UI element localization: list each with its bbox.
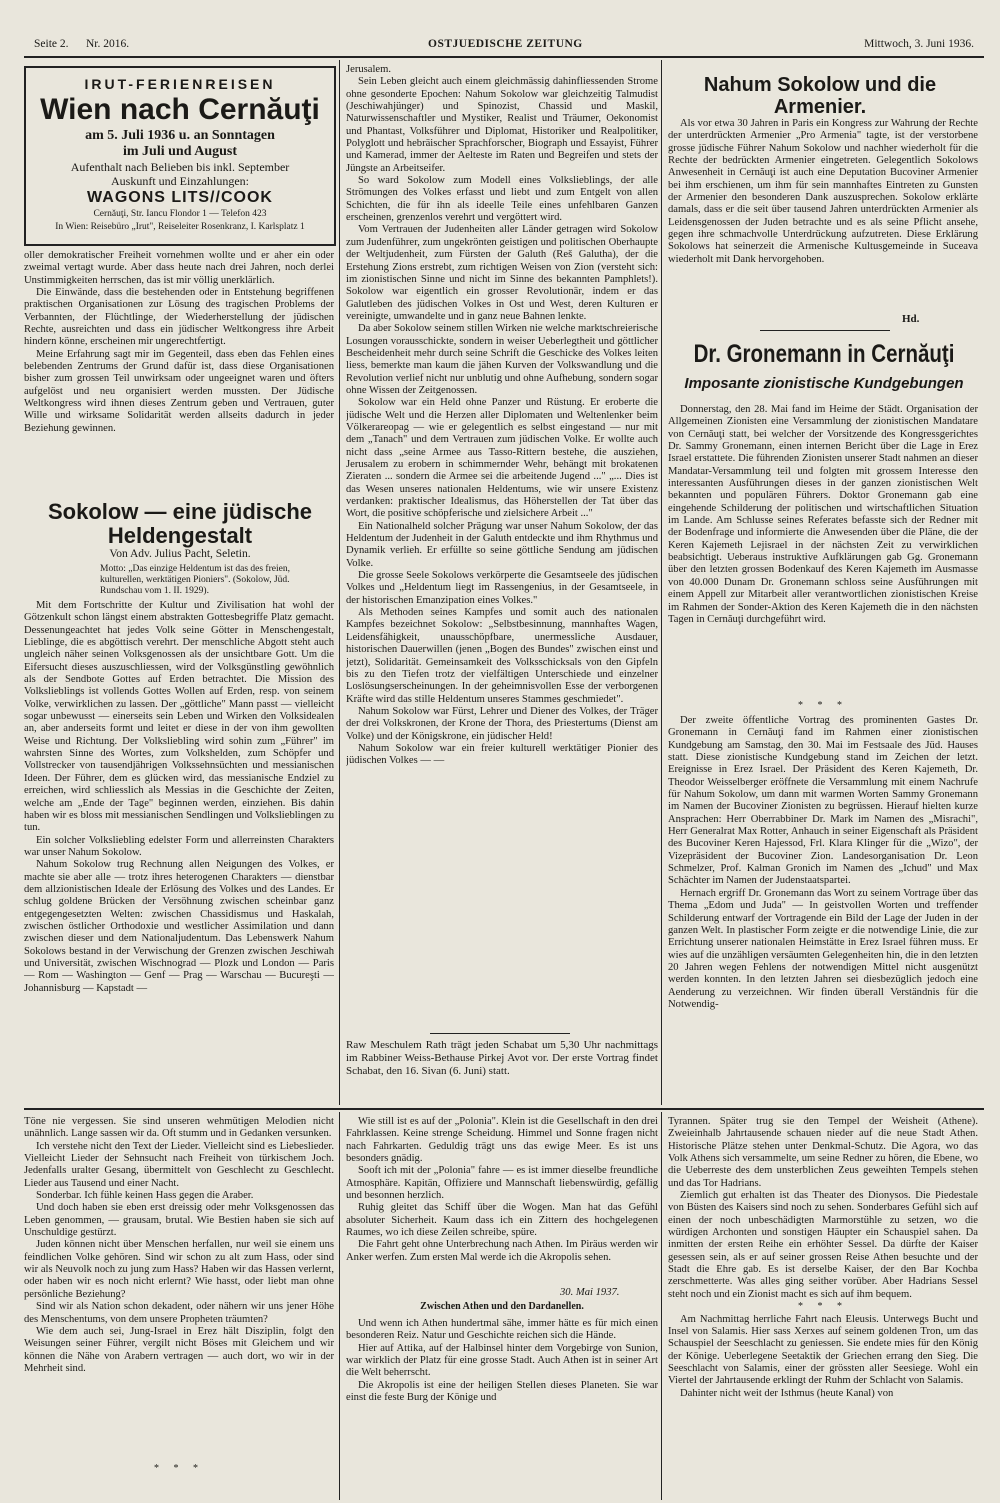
- paragraph: Am Nachmittag herrliche Fahrt nach Eleusis. Unterwegs Bucht und Insel von Salamis. Hier sass Xerxes auf seinem goldenen Tron, um das Schauspiel der Seeschlacht zu geniessen. Sie endete mies für den König der Könige. Ueberlegene Seetaktik der Griechen errang den Sieg. Die Seeschlacht von Salamis, einer der grössten aller Seesiege. Wohl ein Viertel der Jahrtausende erklingt der Ruhm der Schlacht von Salamis.: [668, 1313, 978, 1387]
- paragraph: Sind wir als Nation schon dekadent, oder nähern wir uns jener Höhe des Menschentums, von dem unsere Propheten träumten?: [24, 1301, 334, 1325]
- ad-stay: Aufenthalt nach Belieben bis inkl. September: [70, 160, 290, 174]
- paragraph: Sooft ich mit der „Polonia" fahre — es ist immer dieselbe freundliche Atmosphäre. Kapitän, Offiziere und Mannschaft liebenswürdig, gefällig und besonnen herzlich.: [346, 1165, 658, 1202]
- paragraph: Der zweite öffentliche Vortrag des prominenten Gastes Dr. Gronemann in Cernăuţi fand im Rahmen einer zionistischen Kundgebung am Samstag, den 30. Mai im Festsaale des Jüd. Hauses statt. Diese zionistische Kundgebung stand im Zeichen der letzt. Ereignisse in Erez Israel. Der Präsident des Keren Kajemeth, Dr. Theodor Weisselberger eröffnete die Versammlung mit einem Nachrufe für Nahum Sokolow, um dann mit warmen Worten Sammy Gronemann im Namen der Bucoviner Zionisten zu begrüssen. Hierauf hielten kurze Ansprachen: Herr Oberrabbiner Dr. Mark im Namen des „Misrachi", Herr Generalrat Max Rotter, Anhauch in seiner Eigenschaft als Präsident des Bucoviner Keren Hajessod, Frl. Klara Klinger für die „Wizo", der Vizepräsident der Bucoviner Zion. Landesorganisation Dr. Leon Schmelzer, Prof. Kalman Gronich im Namen des „Ichud" und Max Schächter im Namen der Judenstaatspartei.: [668, 715, 978, 887]
- paragraph: Dahinter nicht weit der Isthmus (heute Kanal) von: [680, 1387, 894, 1399]
- ad-months: im Juli und August: [123, 144, 237, 159]
- paragraph: Mit dem Fortschritte der Kultur und Zivilisation hat wohl der Götzenkult schon längst einem abstrakten Gottesbegriffe Platz gemacht. Dessenungeachtet hat jedes Volk seine Götter in Menschengestalt, Lieblinge, die es abgöttisch verehrt. Der menschliche Abgott steht auch ungleich näher seinen Volksgenossen als der unsichtbare Gott. Um die Eifersucht dieses auszuschliessen, wird der Volksgünstling gewöhnlich als der Sendbote Gottes auf Erden betrachtet. Die Mission des Volkslieblings ist vollends Gottes Wollen auf Erden, resp. von seinem Volke, verwirklichen zu lassen. Der „göttliche" Mann passt — vielleicht sogar unbewusst — einerseits sein Leben und Wirken den Volksidealen an, aber anderseits formt und leitet er diese in der von ihm gewollten Weise und Richtung. Der Volksliebling wird sohin zum „Führer" im wahrsten Sinne des Wortes, zum Volkshelden, zum Schöpfer und Vollstrecker von tausendjährigen Volkssehnsüchten und messianischen Ideen. Der Führer, dem es glücken wird, das messianische Endziel zu erreichen, wird schliesslich als Messias in die Geschichte der Zeiten, welche am „Ende der Tage" beginnen werden, einziehen. Bis dahin haben wir es bloss mit messianischen Sendlingen und Volkslieblingen zu tun.: [24, 600, 334, 834]
- ad-info: Auskunft und Einzahlungen:: [111, 174, 249, 188]
- paragraph: Juden können nicht über Menschen herfallen, nur weil sie einem uns feindlichen Volke gehören. Sind wir schon zu alt zum Hass, oder sind wir als Neuvolk noch zu jung zum Hass? Haben wir das Hassen verlernt, oder haben wir es noch nicht erlernt? Wie hasst, oder liebt man ohne persönliche Beziehung?: [24, 1239, 334, 1300]
- paragraph: Die grosse Seele Sokolows verkörperte die Gesamtseele des jüdischen Volkes und „Heldentum liegt im Rassengenius, in der Gesamtseele, in der historischen Emanzipation eines Volkes.": [346, 570, 658, 606]
- travel-column-1: [24, 1116, 334, 1461]
- column-rule-1: [339, 60, 340, 1105]
- armenier-signature: Hd.: [902, 313, 920, 325]
- paragraph: Töne nie vergessen. Sie sind unseren wehmütigen Melodien nicht unähnlich. Lange sassen wir da. Oft stumm und in Gedanken versunken.: [24, 1116, 334, 1140]
- paragraph: Ruhig gleitet das Schiff über die Wogen. Man hat das Gefühl absoluter Sicherheit. Kaum dass ich ein Zittern des hochgelegenen Raumes, wo ich diese Zeilen schreibe, spüre.: [346, 1202, 658, 1239]
- ad-address: Cernăuţi, Str. Iancu Flondor 1 — Telefon 423: [93, 209, 267, 219]
- column-rule-4: [661, 1112, 662, 1500]
- gronemann-subheadline: Imposante zionistische Kundgebungen: [684, 375, 964, 392]
- paragraph: Ein Nationalheld solcher Prägung war unser Nahum Sokolow, der das Heldentum der Judenheit in der Galuth entdeckte und ihm Rhythmus und Dynamik verlieh. Er erfüllte so seine göttliche Sendung am jüdischen Volke.: [346, 520, 658, 569]
- paragraph: Donnerstag, den 28. Mai fand im Heime der Städt. Organisation der Allgemeinen Zionisten eine Versammlung der zionistischen Mandatare von Cernăuţi statt, bei welcher der Vorsitzende des Kongressgerichtes Dr. Sammy Gronemann, einen internen Bericht über die Lage in Erez Israel erstattete. Die führenden Zionisten unserer Stadt nahmen an dieser Mandatar-Versammlung teil und folgten mit grossem Interesse den interessanten Ausführungen dieses in der ganzen zionistischen Welt bekannten und populären Führers. Doktor Gronemann gab eine eingehende Schilderung der politischen und wirtschaftlichen Situation im Lande. Am Schlusse seines Referates befasste sich der Redner mit der Bodenfrage und informierte die Anwesenden über die Pläne, die der Keren Kajemeth Lejisrael in der nächsten Zeit zu verwirklichen beabsichtigt. Ueberaus instruktive Aufklärungen gab Gg. Gronemann über den letzten grossen Bodenkauf des Keren Kajemeth im Ausmasse von 40.000 Dunam Dr. Gronemann schloss seine Ausführungen mit einem Appell zur Mitarbeit aller verantwortlichen zionistischen Kreise im Rahmen der Sonder-Aktion des Keren Kajemeth die in den nächsten Tagen in Cernăuţi durchgeführt wird.: [668, 404, 978, 625]
- paragraph: Die Akropolis ist eine der heiligen Stellen dieses Planeten. Sie war einst die feste Burg der Könige und: [346, 1379, 658, 1404]
- travel-column-2a: [346, 1116, 658, 1284]
- sokolow-column-1: [24, 600, 334, 1100]
- armenier-headline: Nahum Sokolow und die Armenier.: [703, 74, 937, 118]
- paragraph: Hernach ergriff Dr. Gronemann das Wort zu seinem Vortrage über das Thema „Edom und Juda" — In geistvollen Worten und treffender Schilderung entwarf der Vortragende ein Bild der Lage der Juden in der ganzen Welt. In plastischer Form zeigte er die notwendige Linie, die zur Errichtung unserer nationalen Heimstätte in Erez Israel führen muss. Er wies auf die unzähligen versäumten Gelegenheiten hin, die in den letzten 20 Jahren wegen Fehlens der notwendigen Mittel nicht ausgenützt werden konnten. In den letzten Jahren sei diesbezüglich jedoch eine Aenderung zu verzeichnen. Wir finden überall Verständnis für die Notwendig-: [668, 887, 978, 1010]
- paragraph: oller demokratischer Freiheit vornehmen wollte und er aher ein oder zweimal vertagt wurde. Aber dass heute nach drei Jahren, noch derlei Unstimmigkeiten herrschen, das ist mir völlig unerklärlich.: [24, 250, 334, 286]
- sokolow-column-2: [346, 64, 658, 1034]
- section-rule: [24, 1108, 984, 1110]
- paragraph: Und doch haben sie eben erst dreissig oder mehr Volksgenossen das Leben genommen, — grausam, brutal. Wie Bestien haben sie sich auf Unschuldige gestürzt.: [24, 1202, 334, 1239]
- separator-stars: * * *: [798, 700, 848, 711]
- paragraph: Hier auf Attika, auf der Halbinsel hinter dem Vorgebirge von Sunion, war wirklich der Platz für eine grosse Stadt. Auch Athen ist in seiner Art die Welt beherrscht.: [346, 1342, 658, 1379]
- sokolow-headline: Sokolow — eine jüdische Heldengestalt: [47, 499, 313, 548]
- paragraph: Als Methoden seines Kampfes und somit auch des nationalen Kampfes bezeichnet Sokolow: „Selbstbesinnung, mannhaftes Wagen, Leidensfähigkeit, unausschöpfbare, unermessliche Ausdauer, historischen Dauerwillen (jenen „Bogen des Bundes" zwischen einst und jetzt), Solidarität. Gemeinsamkeit des Volksschicksals von den Gipfeln bis zu den Tiefen trotz der vielfältigen Unterschiede und einzelner Loslösungserscheinungen. In der geheimnisvollen Esse der verborgenen Kräfte wird das stille Heldentum unseres Stammes geschmiedet".: [346, 607, 658, 705]
- placeline: Zwischen Athen und den Dardanellen.: [420, 1301, 584, 1312]
- paragraph: Vom Vertrauen der Judenheiten aller Länder getragen wird Sokolow zum Judenführer, zum ungekrönten geistigen und politischen Oberhaupte der Weltjudenheit, zum Fürsten der Galuth (Reš Galutha), der die Erstehung Zions erstrebt, zum richtigen Weisen von Zion (versteht sich: im zionistischen Sinne und nicht im Sinne des bekannten Pamphlets!). Sokolow war eigentlich ein grosser Revolutionär, indem er das Galutleben des jüdischen Volkes in Ost und West, deren Kulturen er vereinigte, umwandelte und in ganz neue Bahnen lenkte.: [346, 224, 658, 322]
- sokolow-byline: Von Adv. Julius Pacht, Seletin.: [109, 548, 251, 560]
- gronemann-article-1: [668, 404, 978, 694]
- paragraph: Als vor etwa 30 Jahren in Paris ein Kongress zur Wahrung der Rechte der unterdrückten Armenier „Pro Armenia" tagte, ist der verstorbene grosse jüdische Führer Nahum Sokolow und nachher wiederholt für die Rechte der bedrückten Armenier eingetreten. Gelegentlich Sokolows Anwesenheit in Cernăuţi ist auch eine Deputation Bucoviner Armenier bei ihm erschienen, um ihm für sein mannhaftes Eintreten zu Gunsten der Armenier den besonderen Dank auszusprechen. Sokolow erklärte damals, dass er die seit über tausend Jahren unterdrückten Armenier als Leidensgenossen der Juden betrachte und es als seine Pflicht ansehe, gegen ihre schmachvolle Unterdrückung aufzutreten. Diese Erklärung Sokolows hat seinerzeit die Armenische Kultusgemeinde in Suceava wiederholt mit Dank hervorgehoben.: [668, 118, 978, 265]
- column-rule-3: [339, 1112, 340, 1500]
- paragraph: Meine Erfahrung sagt mir im Gegenteil, dass eben das Fehlen eines belebenden Zentrums der Grund dafür ist, dass diese Organisationen bisher zum grossen Teil unwirksam oder ungeeignet waren und öfters aufgelöst und neu organisiert werden mussten. Der Jüdische Weltkongress wird ihnen dieses Zentrum geben und Vertrauen, guter Wille und wirksame Solidarität werden allseits dadurch in jeder Beziehung gewinnen.: [24, 348, 334, 434]
- travel-column-3: [668, 1116, 978, 1501]
- paragraph: Nahum Sokolow war ein freier kulturell werktätiger Pionier des jüdischen Volkes — —: [346, 742, 658, 767]
- paragraph: Ich verstehe nicht den Text der Lieder. Vielleicht sind es Liebeslieder. Vielleicht Lieder der Sehnsucht nach Freiheit von türkischem Joch. Jedenfalls uralter Gesang, übermittelt von Geschlecht zu Geschlecht. Lieder aus Tausend und einer Nacht.: [24, 1140, 334, 1189]
- paragraph: Und wenn ich Athen hundertmal sähe, immer hätte es für mich einen besonderen Reiz. Natur und Geschichte reichen sich die Hände.: [346, 1318, 658, 1342]
- gronemann-article-2: [668, 715, 978, 1095]
- travel-advertisement: [24, 66, 336, 246]
- dateline: 30. Mai 1937.: [560, 1287, 620, 1298]
- column-rule-2: [661, 60, 662, 1105]
- ad-dates: am 5. Juli 1936 u. an Sonntagen: [85, 128, 275, 143]
- paragraph: Tyrannen. Später trug sie den Tempel der Weisheit (Athene). Zweieinhalb Jahrtausende schauen nieder auf die neue Stadt Athen. Historische Plätze stehen unter Denkmal-Schutz. Die Agora, wo das Volk Athens sich versammelte, um seine Redner zu hören, die Ebene, wo die Ueberreste des dem unsterblichen Zeus geweihten Tempels stehen und das Tor Hadrians.: [668, 1116, 978, 1189]
- armenier-article: [668, 118, 978, 314]
- paragraph: Die Fahrt geht ohne Unterbrechung nach Athen. Im Piräus werden wir Anker werfen. Zum ersten Mal werde ich die Akropolis sehen.: [346, 1239, 658, 1263]
- travel-column-2b: [346, 1318, 658, 1498]
- paragraph: Wie still ist es auf der „Polonia". Klein ist die Gesellschaft in den drei Fahrklassen. Keine strenge Scheidung. Himmel und Sonne fragen nicht nach Fahrkarten. Geduldig trägt uns das ewige Meer. Es ist uns besonders gnädig.: [346, 1116, 658, 1165]
- paper-title: OSTJUEDISCHE ZEITUNG: [428, 38, 583, 50]
- ad-agency: WAGONS LITS//COOK: [87, 189, 273, 206]
- paragraph: Da aber Sokolow seinem stillen Wirken nie welche marktschreierische Losungen vorausschickte, sondern in weiser Ueberlegtheit und göttlicher Bescheidenheit mehr durch seine Schrift die Geschicke des Volkes leiten liess, bemerkte man kaum die jähen Kurven der Volkswandlung und die Revolution verlief nicht nur unblutig und ohne Aufhebung, sondern sogar ohne Wissen der Zeitgenossen.: [346, 323, 658, 396]
- ad-title: IRUT-FERIENREISEN: [84, 76, 276, 92]
- article-rule: [760, 330, 890, 331]
- paragraph: Sein Leben gleicht auch einem gleichmässig dahinfliessenden Strome ohne gesonderte Epochen: Nahum Sokolow war gleichzeitig Talmudist (Jeschiwahjünger) und Spinozist, Chassid und Maskil, Naturwissenschaftler und Mystiker, Realist und Träumer, Oekonomist und Phantast, Volksführer und Diplomat, Historiker und Realpolitiker, Polyglott und hebräischer Sprachforscher, Biograph und Essayist, Führer und Kamerad, immer der Aelteste im Raten und Begreifen und stets der Jüngste an Arbeitseifer.: [346, 76, 658, 174]
- paragraph: Ein solcher Volksliebling edelster Form und allerreinsten Charakters war unser Nahum Sokolow.: [24, 834, 334, 858]
- paragraph: Nahum Sokolow trug Rechnung allen Neigungen des Volkes, er machte sie aber alle — trotz ihres heterogenen Charakters — dienstbar dem allzionistischen Ideale der Erlösung des Volkes und des Landes. Er schlug goldene Brücken der Versöhnung zwischen scheinbar ganz entgegengesetzten Welten: zwischen Chassidismus und Haskalah, zwischen östlicher Orthodoxie und westlicher Assimilation und dann zwischen dieser und dem Nationaljudentum. Das Lebenswerk Nahum Sokolows bestand in der Verwischung der Grenzen zwischen Jeschiwah und Universität, zwischen Wischnograd — Plozk und London — Paris — Rom — Washington — Genf — Prag — Warschau — Bucureşti — Johannisburg — Kapstadt —: [24, 859, 334, 994]
- kongress-continuation: [24, 250, 334, 486]
- masthead: [34, 38, 984, 54]
- raw-notice: Raw Meschulem Rath trägt jeden Schabat um 5,30 Uhr nachmittags im Rabbiner Weiss-Bethause Pirkej Avot vor. Der erste Vortrag findet Schabat, den 16. Sivan (6. Juni) statt.: [346, 1039, 658, 1077]
- issue-date: Mittwoch, 3. Juni 1936.: [864, 38, 974, 50]
- notice-rule: [430, 1033, 570, 1034]
- paragraph: Jerusalem.: [346, 64, 392, 75]
- issue-number: Nr. 2016.: [86, 38, 130, 50]
- paragraph: Sokolow war ein Held ohne Panzer und Rüstung. Er eroberte die jüdische Welt und die Herzen aller Diplomaten und Weltenlenker beim Völkerareopag — wie er gelegentlich es selbst eingestand — nur mit dem „Tanach" und dem Vertrauen zum jüdischen Volke. Er wollte auch nicht dass „seine Armee aus Tasso-Rittern bestehe, die ausziehen, Jerusalem zu erobern in schimmernder Wehr, behängt mit brokatenen Zieraten ... sondern die Armee sei die arbeitende Jugend ..." „... Dies ist das Wesen unseres nationalen Heldentums, wie wir unsere Existenz verdanken: praktischer Idealismus, das Höherstellen der Tat über das Wort, die positive schöpferische und zielsichere Arbeit ...": [346, 397, 658, 520]
- paragraph: Wie dem auch sei, Jung-Israel in Erez hält Disziplin, folgt den Weisungen seiner Führer, vergilt nicht Böses mit Gleichem und wir können die Nähe von Arabern vertragen — auch dort, wo wir in der Mehrheit sind.: [24, 1325, 334, 1374]
- separator-stars: * * *: [154, 1463, 204, 1474]
- page-number: Seite 2.: [34, 38, 69, 50]
- gronemann-headline: Dr. Gronemann in Cernăuţi: [693, 340, 955, 368]
- sokolow-motto: Motto: „Das einzige Heldentum ist das des freien, kulturellen, werktätigen Pioniers". (Sokolow, Jüd. Rundschau vom 1. II. 1929).: [100, 564, 290, 596]
- paragraph: Die Einwände, dass die bestehenden oder in Entstehung begriffenen praktischen Organisationen zur Lösung des tragischen Problems der Verbannten, der Flüchtlinge, der Wiederherstellung der jüdischen Rechte, ausreichten und dass ein jüdischer Weltkongress ihre Arbeit hindern könne, erscheinen mir ungerechtfertigt.: [24, 287, 334, 348]
- paragraph: So ward Sokolow zum Modell eines Volkslieblings, der alle Strömungen des Volkes erfasst und liebt und zum Entgelt von allen Schichten, die für ihn als ideelle Teile eines unfehlbaren Ganzen erscheinen, grenzenlos verehrt und vergöttert wird.: [346, 175, 658, 224]
- separator-stars: * * *: [798, 1301, 848, 1313]
- paragraph: Ziemlich gut erhalten ist das Theater des Dionysos. Die Piedestale von Büsten des Kaisers sind noch zu sehen. Sonderbares Gefühl sich auf einen der noch unbeschädigten Marmorstühle zu setzen, wo die würdigen Archonten und sonstigen Häupter ein Schauspiel sahen. Da inmitten der ersten Reihe ein erhöhter Sessel. Da dürfte der Kaiser gesessen sein, als er auf seiner grossen Reise Athen besuchte und der Stadt die Ehre gab. Es ist derselbe Kaiser, der den Bar Kochba zerschmetterte. Was alles ging seither vorüber. Aber Hadrians Sessel steht noch und ein Zionist macht es sich auf ihm bequem.: [668, 1190, 978, 1300]
- ad-vienna: In Wien: Reisebüro „Irut", Reiseleiter Rosenkranz, I. Karlsplatz 1: [55, 222, 305, 232]
- paragraph: Nahum Sokolow war Fürst, Lehrer und Diener des Volkes, der Träger der drei Volkskronen, der Krone der Thora, des Priestertums (Dienst am Volke) und der Königskrone, ein jüdischer Held!: [346, 705, 658, 742]
- masthead-rule: [24, 56, 984, 58]
- paragraph: Sonderbar. Ich fühle keinen Hass gegen die Araber.: [36, 1190, 254, 1202]
- ad-route: Wien nach Cernăuţi: [40, 93, 320, 126]
